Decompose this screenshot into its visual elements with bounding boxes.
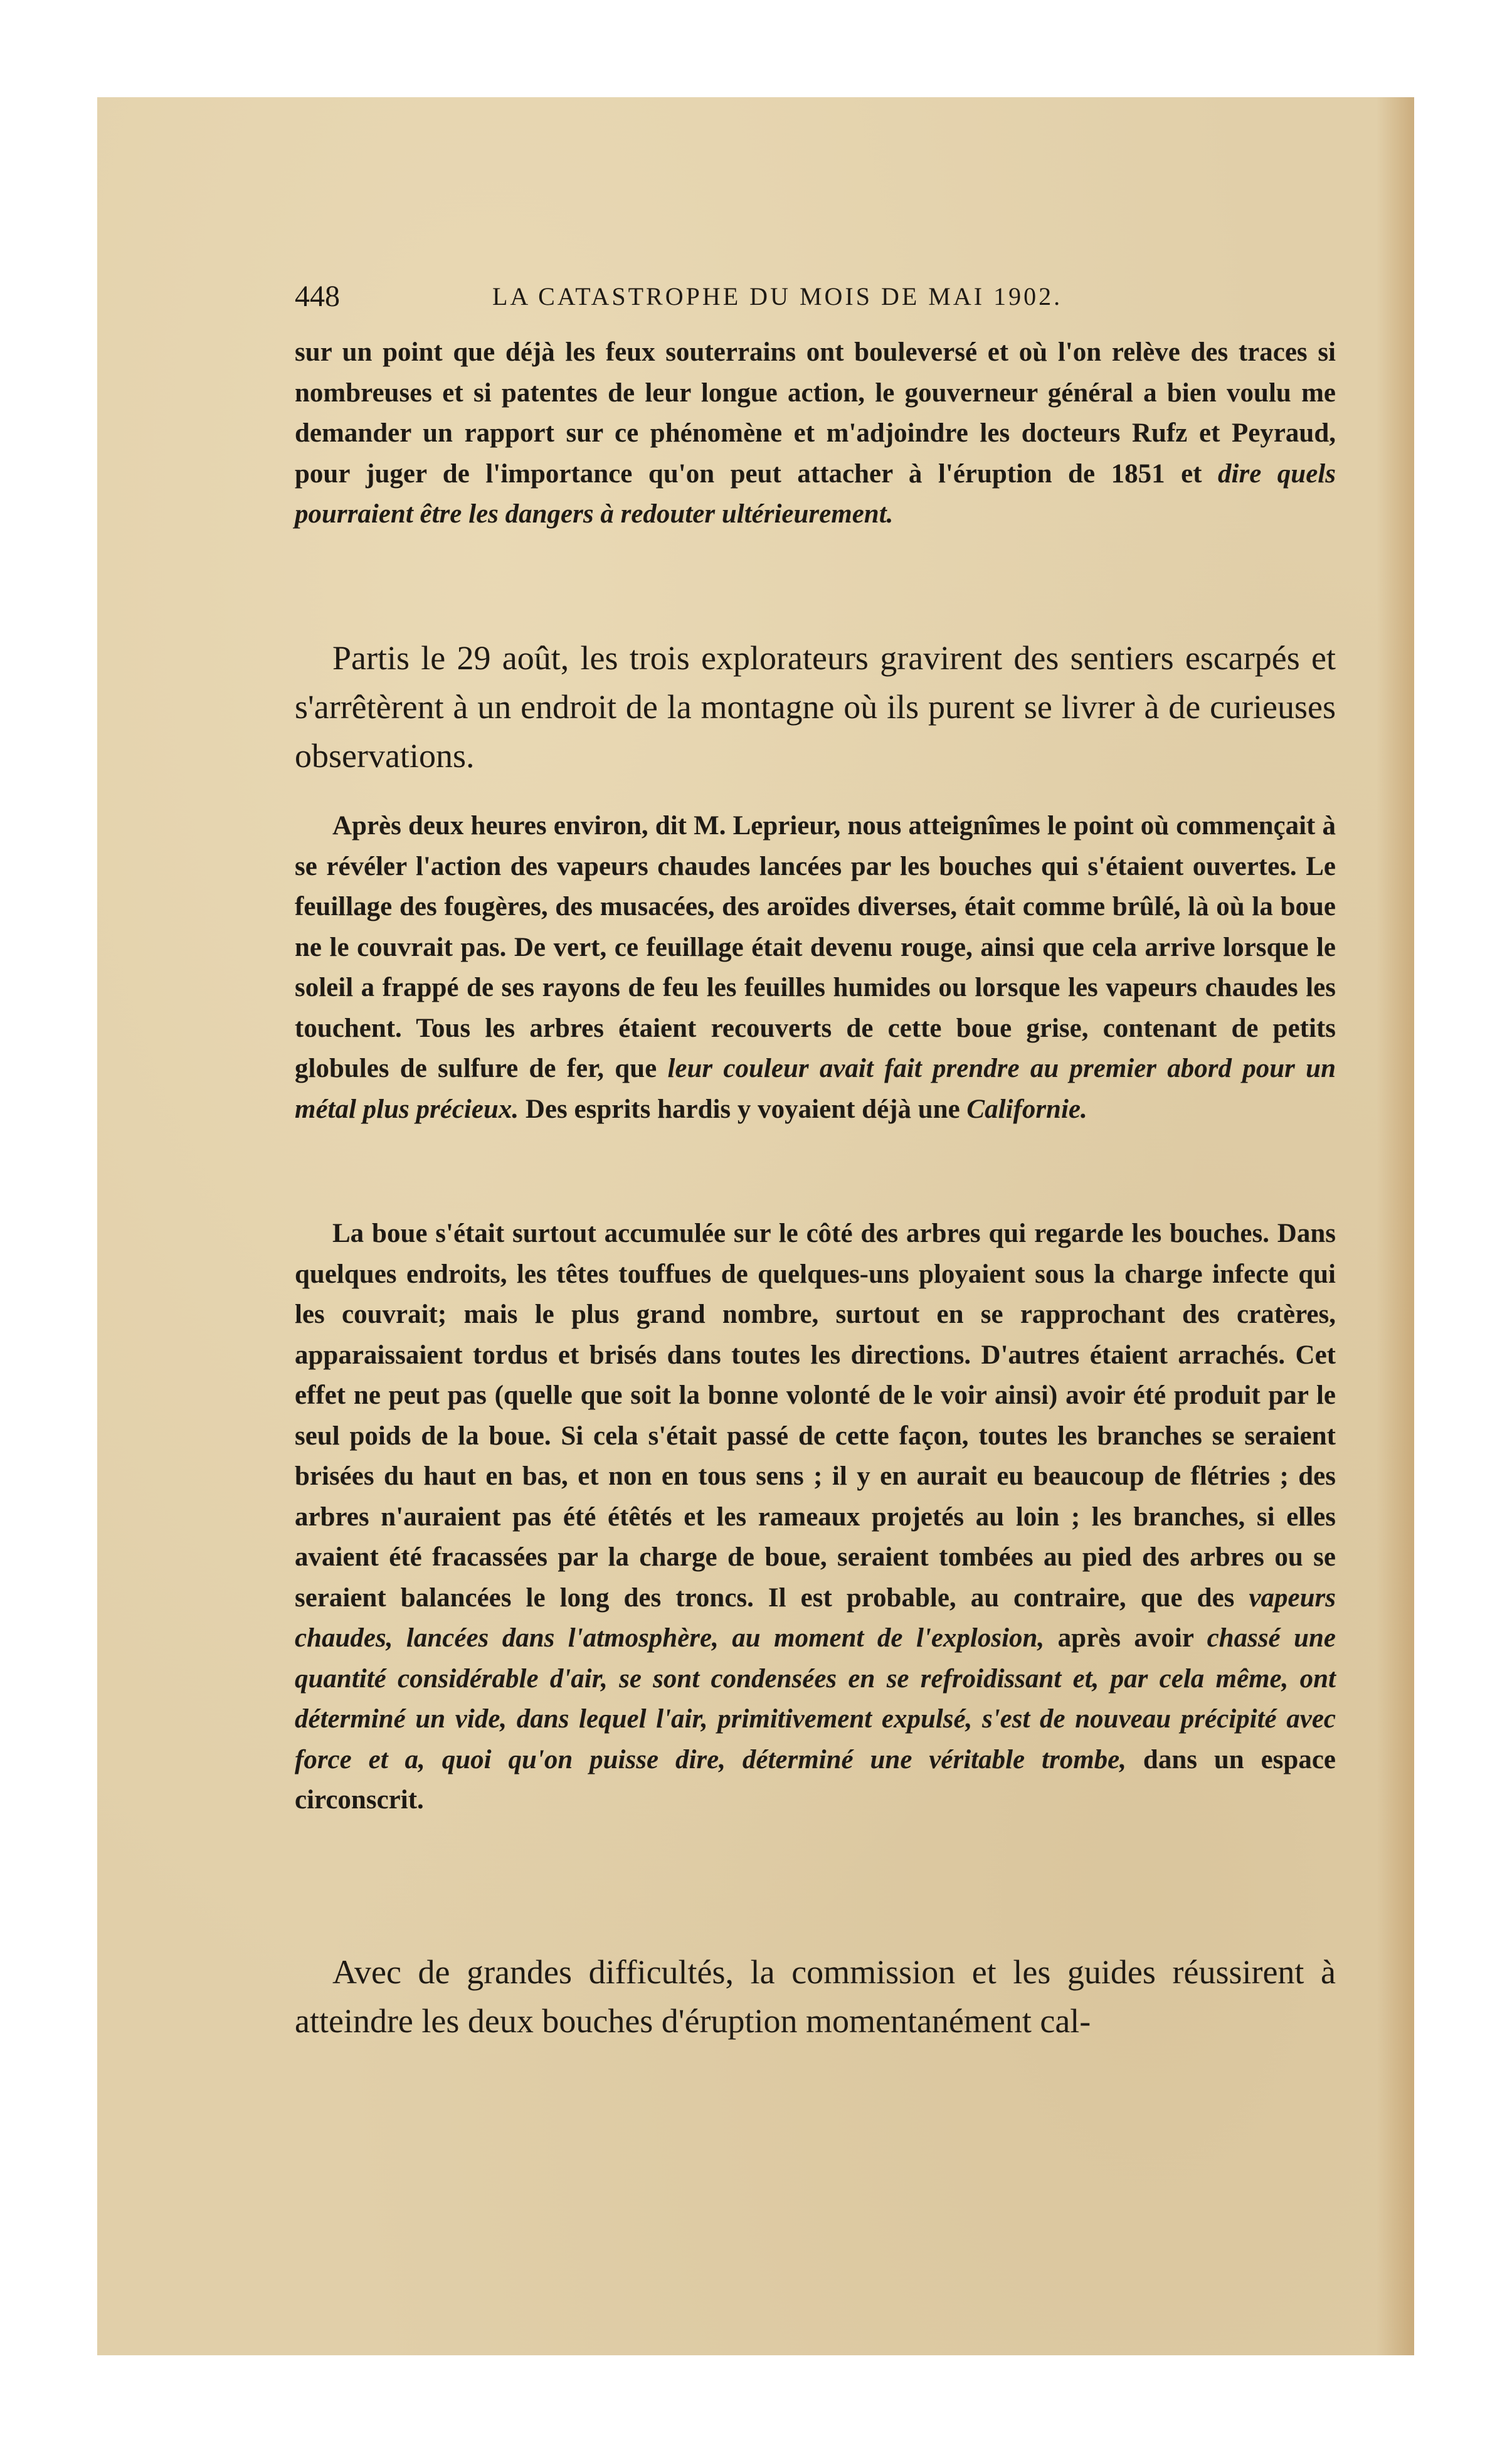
paragraph-report-request bbox=[295, 332, 1336, 535]
page-header bbox=[295, 275, 1330, 319]
paragraph-text: Après deux heures environ, dit M. Leprieur, nous atteignîmes le point où commençait à se révéler l'action des vapeurs chaudes lancées par les bouches qui s'étaient ouvertes. Le feuillage des fougères, des musacées, des aroïdes diverses, était comme brûlé, là où la boue ne le couvrait pas. De vert, ce feuillage était devenu rouge, ainsi que cela arrive lorsque le soleil a frappé de ses rayons de feu les feuilles humides ou lorsque les vapeurs chaudes les touchent. Tous les arbres étaient recouverts de cette boue grise, contenant de petits globules de sulfure de fer, que bbox=[295, 811, 1336, 1083]
paragraph-italic: leur couleur avait fait prendre au premier abord pour un métal plus précieux. bbox=[295, 1054, 1336, 1124]
paragraph-italic: dire quels pourraient être les dangers à redouter ultérieurement. bbox=[295, 459, 1336, 529]
paragraph-italic: Californie. bbox=[966, 1094, 1087, 1124]
paragraph-text: Des esprits hardis y voyaient déjà une bbox=[519, 1094, 967, 1124]
paragraph-text: sur un point que déjà les feux souterrains ont bouleversé et où l'on relève des traces si nombreuses et si patentes de leur longue action, le gouverneur général a bien voulu me demander un rapport sur ce phénomène et m'adjoindre les docteurs Rufz et Peyraud, pour juger de l'importance qu'on peut attacher à l'éruption de 1851 et bbox=[295, 337, 1336, 489]
paragraph-italic: chassé une quantité considérable d'air, se sont condensées en se refroidissant et, par cela même, ont déterminé un vide, dans lequel l'air, primitivement expulsé, s'est de nouveau précipité avec force et a, quoi qu'on puisse dire, déterminé une véritable trombe, bbox=[295, 1623, 1336, 1774]
running-head: LA CATASTROPHE DU MOIS DE MAI 1902. bbox=[492, 282, 1063, 310]
page-number: 448 bbox=[295, 280, 340, 313]
paragraph-explorers-departure bbox=[295, 634, 1336, 780]
paragraph-text: dans un espace circonscrit. bbox=[295, 1744, 1336, 1815]
paragraph-text: Avec de grandes difficultés, la commission et les guides réussirent à atteindre les deux bouches d'éruption momentanément cal- bbox=[295, 1953, 1336, 2040]
paragraph-text: La boue s'était surtout accumulée sur le côté des arbres qui regarde les bouches. Dans quelques endroits, les têtes touffues de quelques-uns ployaient sous la charge infecte qui les couvrait; mais le plus grand nombre, surtout en se rapprochant des cratères, apparaissaient tordus et brisés dans toutes les directions. D'autres étaient arrachés. Cet effet ne peut pas (quelle que soit la bonne volonté de le voir ainsi) avoir été produit par le seul poids de la boue. Si cela s'était passé de cette façon, toutes les branches se seraient brisées du haut en bas, et non en tous sens ; il y en aurait eu beaucoup de flétries ; des arbres n'auraient pas été étêtés et les rameaux projetés au loin ; les branches, si elles avaient été fracassées par la charge de boue, seraient tombées au pied des arbres ou se seraient balancées le long des troncs. Il est probable, au contraire, que des bbox=[295, 1219, 1336, 1613]
scanned-page bbox=[97, 97, 1414, 2355]
paragraph-commission-arrival bbox=[295, 1948, 1336, 2045]
paragraph-text: après avoir bbox=[1044, 1623, 1207, 1653]
paragraph-italic: vapeurs chaudes, lancées dans l'atmosphère, au moment de l'explosion, bbox=[295, 1583, 1336, 1653]
paragraph-mud-accumulation bbox=[295, 1214, 1336, 1821]
paragraph-leprieur-quote bbox=[295, 806, 1336, 1130]
paragraph-text: Partis le 29 août, les trois explorateurs gravirent des sentiers escarpés et s'arrêtèrent à un endroit de la montagne où ils purent se livrer à de curieuses observations. bbox=[295, 639, 1336, 775]
